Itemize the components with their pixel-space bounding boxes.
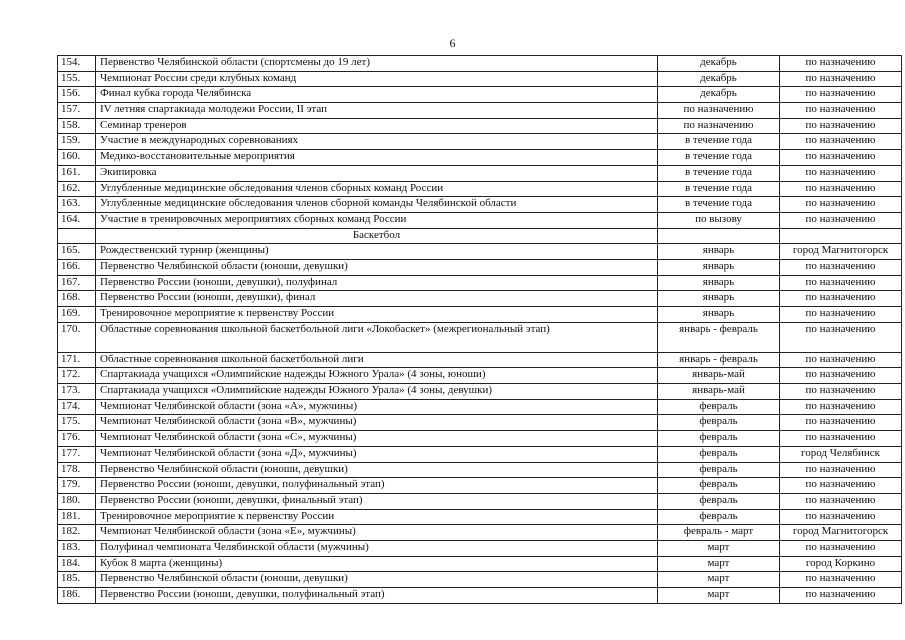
table-row: [58, 87, 902, 103]
event-place: по назначению: [780, 384, 902, 400]
row-number: 182.: [58, 525, 96, 541]
events-table-body: [58, 56, 902, 604]
event-name: Экипировка: [96, 165, 658, 181]
event-date: март: [658, 572, 780, 588]
event-date: январь: [658, 244, 780, 260]
event-place: по назначению: [780, 540, 902, 556]
row-number: 167.: [58, 275, 96, 291]
event-date: в течение года: [658, 150, 780, 166]
table-row: [58, 291, 902, 307]
event-place: город Коркино: [780, 556, 902, 572]
events-table: [57, 55, 902, 604]
event-date: январь: [658, 307, 780, 323]
event-name: Углубленные медицинские обследования членов сборной команды Челябинской области: [96, 197, 658, 213]
event-date: январь-май: [658, 384, 780, 400]
event-place: по назначению: [780, 71, 902, 87]
row-number: 170.: [58, 322, 96, 352]
event-name: Чемпионат Челябинской области (зона «Е», мужчины): [96, 525, 658, 541]
event-place: по назначению: [780, 322, 902, 352]
row-number: 175.: [58, 415, 96, 431]
event-date: [658, 228, 780, 244]
event-date: в течение года: [658, 197, 780, 213]
event-name: Участие в международных соревнованиях: [96, 134, 658, 150]
event-place: город Магнитогорск: [780, 244, 902, 260]
row-number: 186.: [58, 588, 96, 604]
row-number: 179.: [58, 478, 96, 494]
event-place: по назначению: [780, 118, 902, 134]
event-place: по назначению: [780, 415, 902, 431]
event-place: по назначению: [780, 352, 902, 368]
event-date: январь-май: [658, 368, 780, 384]
row-number: 168.: [58, 291, 96, 307]
event-date: декабрь: [658, 71, 780, 87]
event-name: Первенство Челябинской области (юноши, девушки): [96, 572, 658, 588]
event-date: февраль: [658, 415, 780, 431]
event-date: по вызову: [658, 212, 780, 228]
table-row: [58, 540, 902, 556]
event-date: январь: [658, 275, 780, 291]
event-name: Первенство Челябинской области (юноши, девушки): [96, 259, 658, 275]
event-place: город Магнитогорск: [780, 525, 902, 541]
event-name: Финал кубка города Челябинска: [96, 87, 658, 103]
event-name: Первенство России (юноши, девушки, полуфинальный этап): [96, 478, 658, 494]
event-place: по назначению: [780, 165, 902, 181]
table-row: [58, 275, 902, 291]
table-row: [58, 118, 902, 134]
event-place: по назначению: [780, 275, 902, 291]
table-row: [58, 322, 902, 352]
event-place: по назначению: [780, 150, 902, 166]
table-row: [58, 572, 902, 588]
event-place: по назначению: [780, 87, 902, 103]
row-number: [58, 228, 96, 244]
event-date: февраль: [658, 431, 780, 447]
row-number: 178.: [58, 462, 96, 478]
row-number: 184.: [58, 556, 96, 572]
row-number: 177.: [58, 446, 96, 462]
event-date: декабрь: [658, 87, 780, 103]
row-number: 174.: [58, 399, 96, 415]
event-place: по назначению: [780, 291, 902, 307]
event-name: Первенство России (юноши, девушки), полуфинал: [96, 275, 658, 291]
row-number: 164.: [58, 212, 96, 228]
event-place: город Челябинск: [780, 446, 902, 462]
table-row: [58, 150, 902, 166]
row-number: 169.: [58, 307, 96, 323]
event-name: Чемпионат Челябинской области (зона «С», мужчины): [96, 431, 658, 447]
event-name: Тренировочное мероприятие к первенству России: [96, 307, 658, 323]
row-number: 172.: [58, 368, 96, 384]
row-number: 154.: [58, 56, 96, 72]
event-date: по назначению: [658, 103, 780, 119]
event-date: январь: [658, 259, 780, 275]
event-date: январь - февраль: [658, 322, 780, 352]
row-number: 173.: [58, 384, 96, 400]
event-name: Чемпионат Челябинской области (зона «В», мужчины): [96, 415, 658, 431]
event-date: февраль: [658, 509, 780, 525]
event-date: январь - февраль: [658, 352, 780, 368]
event-name: Медико-восстановительные мероприятия: [96, 150, 658, 166]
event-name: Областные соревнования школьной баскетбольной лиги: [96, 352, 658, 368]
table-row: [58, 431, 902, 447]
event-date: февраль: [658, 446, 780, 462]
table-row: [58, 71, 902, 87]
row-number: 160.: [58, 150, 96, 166]
event-name: Спартакиада учащихся «Олимпийские надежды Южного Урала» (4 зоны, юноши): [96, 368, 658, 384]
table-row: [58, 56, 902, 72]
table-row: [58, 181, 902, 197]
event-name: Первенство Челябинской области (юноши, девушки): [96, 462, 658, 478]
event-place: по назначению: [780, 212, 902, 228]
event-name: Полуфинал чемпионата Челябинской области (мужчины): [96, 540, 658, 556]
event-place: по назначению: [780, 431, 902, 447]
event-date: январь: [658, 291, 780, 307]
table-row: [58, 368, 902, 384]
event-date: март: [658, 540, 780, 556]
event-name: Чемпионат России среди клубных команд: [96, 71, 658, 87]
table-row: [58, 134, 902, 150]
event-date: в течение года: [658, 165, 780, 181]
table-row: [58, 197, 902, 213]
event-name: Кубок 8 марта (женщины): [96, 556, 658, 572]
event-place: по назначению: [780, 197, 902, 213]
row-number: 185.: [58, 572, 96, 588]
event-place: по назначению: [780, 103, 902, 119]
row-number: 158.: [58, 118, 96, 134]
row-number: 163.: [58, 197, 96, 213]
row-number: 176.: [58, 431, 96, 447]
event-name: Углубленные медицинские обследования членов сборных команд России: [96, 181, 658, 197]
event-place: по назначению: [780, 399, 902, 415]
event-name: Чемпионат Челябинской области (зона «Д», мужчины): [96, 446, 658, 462]
event-name: Участие в тренировочных мероприятиях сборных команд России: [96, 212, 658, 228]
table-row: [58, 462, 902, 478]
table-row: [58, 259, 902, 275]
event-place: по назначению: [780, 493, 902, 509]
row-number: 171.: [58, 352, 96, 368]
event-place: по назначению: [780, 588, 902, 604]
row-number: 161.: [58, 165, 96, 181]
row-number: 157.: [58, 103, 96, 119]
table-row: [58, 446, 902, 462]
event-name: Первенство России (юноши, девушки), финал: [96, 291, 658, 307]
event-name: Областные соревнования школьной баскетбольной лиги «Локобаскет» (межрегиональный этап): [96, 322, 658, 352]
event-place: по назначению: [780, 181, 902, 197]
row-number: 181.: [58, 509, 96, 525]
event-name: Тренировочное мероприятие к первенству России: [96, 509, 658, 525]
table-row: [58, 415, 902, 431]
table-row: [58, 352, 902, 368]
event-date: март: [658, 588, 780, 604]
row-number: 156.: [58, 87, 96, 103]
event-place: по назначению: [780, 462, 902, 478]
event-date: февраль: [658, 478, 780, 494]
event-name: Семинар тренеров: [96, 118, 658, 134]
table-row: [58, 478, 902, 494]
event-name: Баскетбол: [96, 228, 658, 244]
row-number: 180.: [58, 493, 96, 509]
table-row: [58, 556, 902, 572]
table-row: [58, 244, 902, 260]
row-number: 155.: [58, 71, 96, 87]
event-name: Первенство Челябинской области (спортсмены до 19 лет): [96, 56, 658, 72]
event-name: Рождественский турнир (женщины): [96, 244, 658, 260]
table-row: [58, 509, 902, 525]
event-date: февраль: [658, 493, 780, 509]
event-date: февраль - март: [658, 525, 780, 541]
event-place: по назначению: [780, 259, 902, 275]
event-place: по назначению: [780, 56, 902, 72]
event-date: декабрь: [658, 56, 780, 72]
page-number: 6: [449, 36, 456, 50]
event-name: Чемпионат Челябинской области (зона «А», мужчины): [96, 399, 658, 415]
event-place: по назначению: [780, 572, 902, 588]
event-name: Спартакиада учащихся «Олимпийские надежды Южного Урала» (4 зоны, девушки): [96, 384, 658, 400]
row-number: 183.: [58, 540, 96, 556]
row-number: 159.: [58, 134, 96, 150]
table-row: [58, 493, 902, 509]
event-place: по назначению: [780, 368, 902, 384]
event-date: февраль: [658, 399, 780, 415]
event-date: по назначению: [658, 118, 780, 134]
row-number: 165.: [58, 244, 96, 260]
event-place: по назначению: [780, 307, 902, 323]
table-row: [58, 588, 902, 604]
table-row: [58, 384, 902, 400]
event-date: в течение года: [658, 181, 780, 197]
table-row: [58, 103, 902, 119]
event-name: Первенство России (юноши, девушки, финальный этап): [96, 493, 658, 509]
event-place: [780, 228, 902, 244]
table-row: [58, 307, 902, 323]
event-date: в течение года: [658, 134, 780, 150]
event-place: по назначению: [780, 509, 902, 525]
section-header-row: [58, 228, 902, 244]
table-row: [58, 212, 902, 228]
event-place: по назначению: [780, 134, 902, 150]
event-date: февраль: [658, 462, 780, 478]
table-row: [58, 525, 902, 541]
row-number: 166.: [58, 259, 96, 275]
event-name: Первенство России (юноши, девушки, полуфинальный этап): [96, 588, 658, 604]
event-date: март: [658, 556, 780, 572]
event-name: IV летняя спартакиада молодежи России, II этап: [96, 103, 658, 119]
table-row: [58, 399, 902, 415]
row-number: 162.: [58, 181, 96, 197]
table-row: [58, 165, 902, 181]
event-place: по назначению: [780, 478, 902, 494]
